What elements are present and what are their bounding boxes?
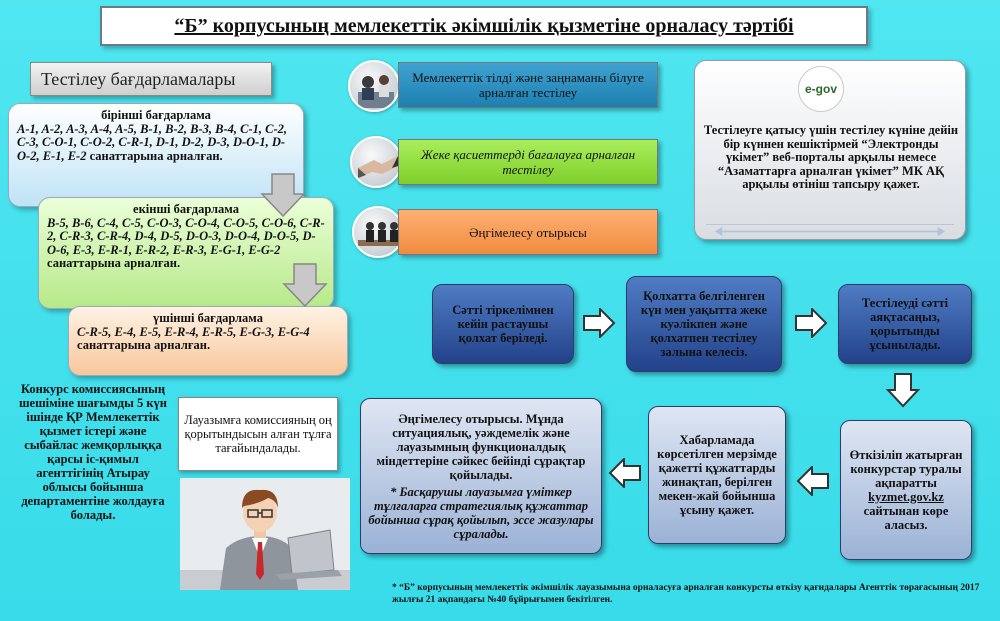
down-arrow-icon bbox=[886, 372, 920, 408]
step-arrive: Қолхатта белгіленген күн мен уақытта жеке куәлікпен және қолхатпен тестілеу залына келесіз. bbox=[626, 276, 782, 372]
program-suffix: санаттарына арналған. bbox=[47, 256, 181, 270]
step-interview bbox=[360, 398, 602, 554]
program-codes: C-R-5, E-4, E-5, E-R-4, E-R-5, E-G-3, E-G-4 bbox=[77, 324, 310, 339]
kyzmet-link[interactable]: kyzmet.gov.kz bbox=[868, 490, 944, 504]
test-type-interview: Әңгімелесу отырысы bbox=[398, 209, 658, 255]
left-arrow-icon bbox=[608, 458, 642, 488]
footnote: * “Б” корпусының мемлекеттік әкімшілік лауазымына орналасуға арналған конкурсты өткізу қағидалары Агенттік төрағасының 2017 жылғы 21 ақпандағы №40 бұйрығымен бекітілген. bbox=[392, 583, 980, 605]
handshake-photo-icon bbox=[350, 136, 402, 188]
right-arrow-icon bbox=[582, 308, 616, 338]
step-competitions-text: Өткізіліп жатырған конкурстар туралы ақпаратты bbox=[849, 448, 963, 490]
step-interview-note: * Басқарушы лауазымға үміткер тұлғаларға стратегиялық құжаттар бойынша сұрақ қойылып, эссе жазулары сұралады. bbox=[368, 484, 594, 541]
program-suffix: санаттарына арналған. bbox=[86, 148, 223, 163]
test-type-language: Мемлекеттік тілді және заңнаманы білуге арналған тестілеу bbox=[398, 62, 658, 108]
step-documents: Хабарламада көрсетілген мерзімде қажетті құжаттарды жинақтап, берілген мекен-жай бойынша ұсыну қажет. bbox=[648, 406, 786, 544]
egov-instructions: Тестілеуге қатысу үшін тестілеу күніне дейін бір күннен кешіктірмей “Электронды үкімет” веб-порталы арқылы немесе “Азаматтарға арналған үкімет” МК АҚ арқылы өтініш тапсыру қажет. bbox=[703, 123, 959, 191]
program-codes: B-5, B-6, C-4, C-5, C-O-3, C-O-4, C-O-5, C-O-6, C-R-2, C-R-3, C-R-4, D-4, D-5, D-O-3, D-O-4, D-O-5, D-O-6, E-3, E-R-1, E-R-2, E-R-3, E-G-1, E-G-2 bbox=[47, 215, 325, 257]
appointment-box: Лауазымға комиссияның оң қорытындысын алған тұлға тағайындалады. bbox=[178, 397, 338, 471]
step-competitions bbox=[840, 420, 972, 560]
businessman-laptop-icon bbox=[180, 478, 350, 590]
complaint-note: Конкурс комиссиясының шешіміне шағымды 5 күн ішінде ҚР Мемлекеттік қызмет істері және сыбайлас жемқорлыққа қарсы іс-қимыл агенттігінің Атырау облысы бойынша департаментіне жолдауға болады. bbox=[19, 382, 167, 522]
program-title: бірінші бағдарлама bbox=[101, 108, 211, 122]
program-codes: A-1, A-2, A-3, A-4, A-5, B-1, B-2, B-3, B-4, C-1, C-2, C-3, C-O-1, C-O-2, C-R-1, D-1, D-2, D-3, D-O-1, D-O-2, E-1, E-2 bbox=[17, 121, 288, 163]
page-title: “Б” корпусының мемлекеттік әкімшілік қызметіне орналасу тәртібі bbox=[100, 6, 868, 46]
right-arrow-icon bbox=[794, 308, 828, 338]
programs-header: Тестілеу бағдарламалары bbox=[30, 62, 272, 96]
program-suffix: санаттарына арналған. bbox=[77, 338, 211, 352]
step-receipt: Сәтті тіркелімнен кейін растаушы қолхат беріледі. bbox=[432, 284, 574, 364]
program-title: үшінші бағдарлама bbox=[153, 311, 263, 325]
program-box-3 bbox=[68, 306, 348, 376]
egov-logo: e-gov bbox=[798, 66, 844, 112]
down-arrow-icon bbox=[282, 262, 328, 308]
double-arrow-icon bbox=[706, 224, 954, 238]
down-arrow-icon bbox=[260, 172, 306, 218]
office-workers-photo-icon bbox=[348, 60, 400, 112]
step-competitions-text-end: сайтынан көре аласыз. bbox=[863, 504, 949, 532]
test-type-personal: Жеке қасиеттерді бағалауға арналған тестілеу bbox=[398, 139, 658, 185]
left-arrow-icon bbox=[796, 466, 830, 496]
program-title: екінші бағдарлама bbox=[133, 202, 239, 216]
step-interview-main: Әңгімелесу отырысы. Мұнда ситуациялық, уәждемелік және лауазымның функционалдық міндеттеріне сәйкес бейінді сұрақтар қойылады. bbox=[376, 411, 586, 482]
interview-photo-icon bbox=[352, 206, 404, 258]
step-result: Тестілеуді сәтті аяқтасаңыз, қорытынды ұсынылады. bbox=[838, 284, 972, 364]
